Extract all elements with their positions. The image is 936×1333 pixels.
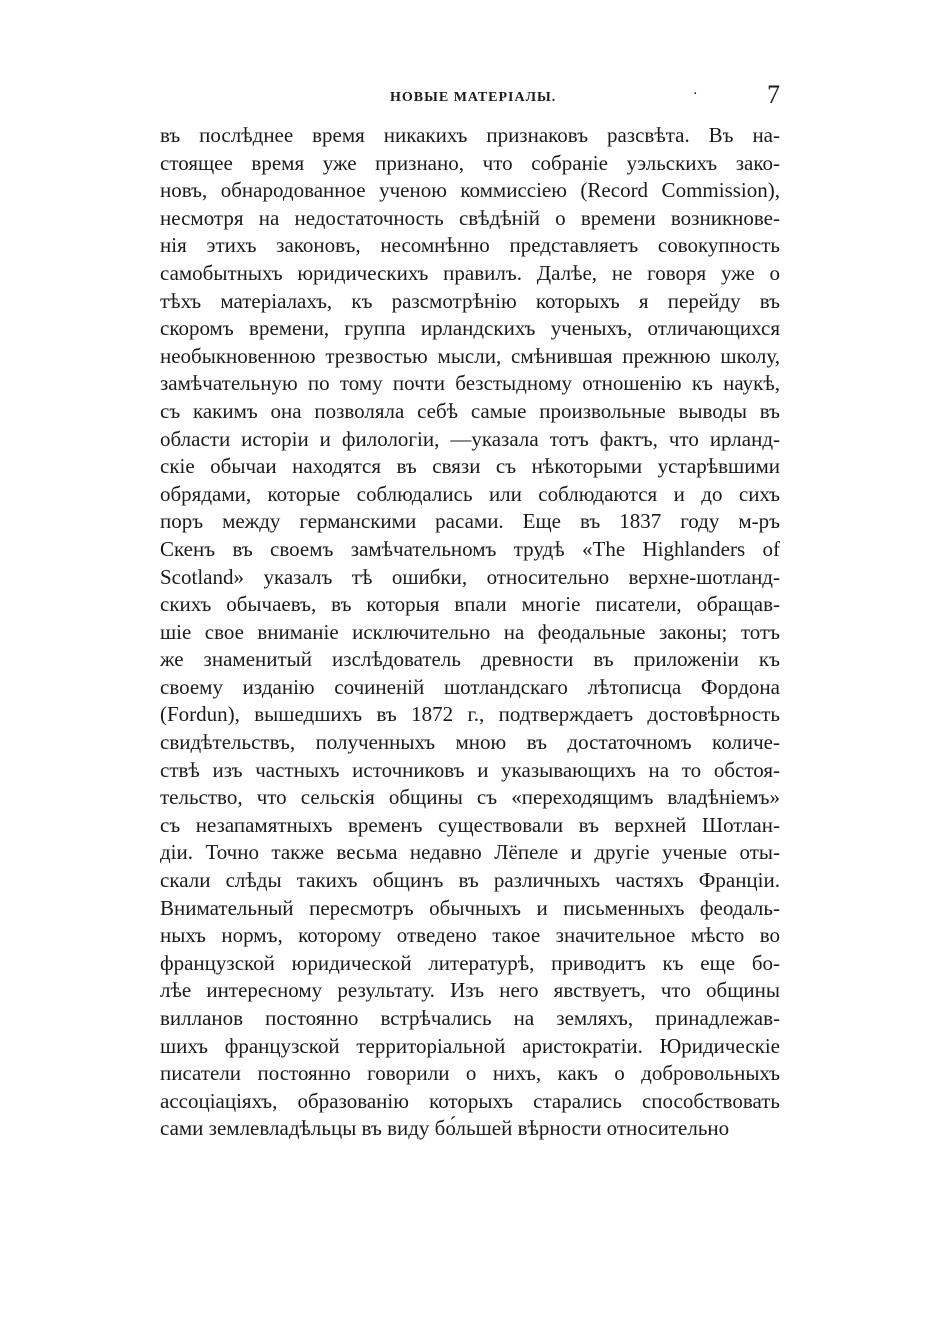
- text-line: ныхъ нормъ, которому отведено такое значительное мѣсто во: [160, 923, 780, 948]
- text-line: Скенъ въ своемъ замѣчательномъ трудѣ «The Highlanders of: [160, 536, 780, 561]
- text-line: (Fordun), вышедшихъ въ 1872 г., подтверждаетъ достовѣрность: [160, 702, 780, 727]
- text-line: скоромъ времени, группа ирландскихъ ученыхъ, отличающихся: [160, 316, 780, 341]
- text-line: сами землевладѣльцы въ виду бо́льшей вѣрности относительно: [160, 1116, 730, 1141]
- text-line: съ незапамятныхъ временъ существовали въ верхней Шотлан-: [160, 812, 780, 837]
- text-line: скіе обычаи находятся въ связи съ нѣкоторыми устарѣвшими: [160, 454, 780, 479]
- text-line: же знаменитый изслѣдователь древности въ приложеніи къ: [160, 647, 780, 672]
- header-dot: ·: [693, 86, 698, 102]
- running-title: НОВЫЕ МАТЕРІАЛЫ.: [390, 90, 557, 105]
- text-line: самобытныхъ юридическихъ правилъ. Далѣе, не говоря уже о: [160, 260, 780, 285]
- text-line: области исторіи и филологіи, —указала тотъ фактъ, что ирланд-: [160, 426, 780, 451]
- text-line: французской юридической литературѣ, приводитъ къ еще бо-: [160, 950, 780, 975]
- page-number: 7: [767, 80, 780, 109]
- text-line: діи. Точно также весьма недавно Лёпеле и другіе ученые оты-: [160, 840, 780, 865]
- text-line: съ какимъ она позволяла себѣ самые произвольные выводы въ: [160, 398, 780, 423]
- page-header: [160, 80, 780, 114]
- text-line: лѣе интересному результату. Изъ него явствуетъ, что общины: [160, 978, 780, 1003]
- text-line: ствѣ изъ частныхъ источниковъ и указывающихъ на то обстоя-: [160, 757, 780, 782]
- text-line: замѣчательную по тому почти безстыдному отношенію къ наукѣ,: [160, 371, 780, 396]
- text-line: нія этихъ законовъ, несомнѣнно представляетъ совокупность: [160, 233, 780, 258]
- text-line: поръ между германскими расами. Еще въ 1837 году м-ръ: [160, 509, 780, 534]
- text-line: несмотря на недостаточность свѣдѣній о времени возникнове-: [160, 205, 780, 230]
- text-line: ассоціаціяхъ, образованію которыхъ старались способствовать: [160, 1088, 780, 1113]
- text-line: скихъ обычаевъ, въ которыя впали многіе писатели, обращав-: [160, 592, 780, 617]
- text-line: Scotland» указалъ тѣ ошибки, относительно верхне-шотланд-: [160, 564, 780, 589]
- text-line: тѣхъ матеріалахъ, къ разсмотрѣнію которыхъ я перейду въ: [160, 288, 780, 313]
- text-line: шіе свое вниманіе исключительно на феодальные законы; тотъ: [160, 619, 780, 644]
- text-line: стоящее время уже признано, что собраніе уэльскихъ зако-: [160, 150, 780, 175]
- text-line: писатели постоянно говорили о нихъ, какъ о добровольныхъ: [160, 1061, 780, 1086]
- text-line: свидѣтельствъ, полученныхъ мною въ достаточномъ количе-: [160, 730, 780, 755]
- text-line: новъ, обнародованное ученою коммиссіею (Record Commission),: [160, 178, 780, 203]
- text-line: въ послѣднее время никакихъ признаковъ разсвѣта. Въ на-: [160, 123, 780, 147]
- text-line: обрядами, которые соблюдались или соблюдаются и до сихъ: [160, 481, 780, 506]
- text-line: своему изданію сочиненій шотландскаго лѣтописца Фордона: [160, 674, 780, 699]
- text-line: шихъ французской территоріальной аристократіи. Юридическіе: [160, 1033, 780, 1058]
- text-line: скали слѣды такихъ общинъ въ различныхъ частяхъ Франціи.: [160, 868, 780, 893]
- body-text: [160, 122, 780, 1143]
- text-line: Внимательный пересмотръ обычныхъ и письменныхъ феодаль-: [160, 895, 780, 920]
- text-line: вилланов постоянно встрѣчались на земляхъ, принадлежав-: [160, 1006, 780, 1030]
- text-line: необыкновенною трезвостью мысли, смѣнившая прежнюю школу,: [160, 343, 780, 368]
- text-line: тельство, что сельскія общины съ «переходящимъ владѣніемъ»: [160, 785, 780, 810]
